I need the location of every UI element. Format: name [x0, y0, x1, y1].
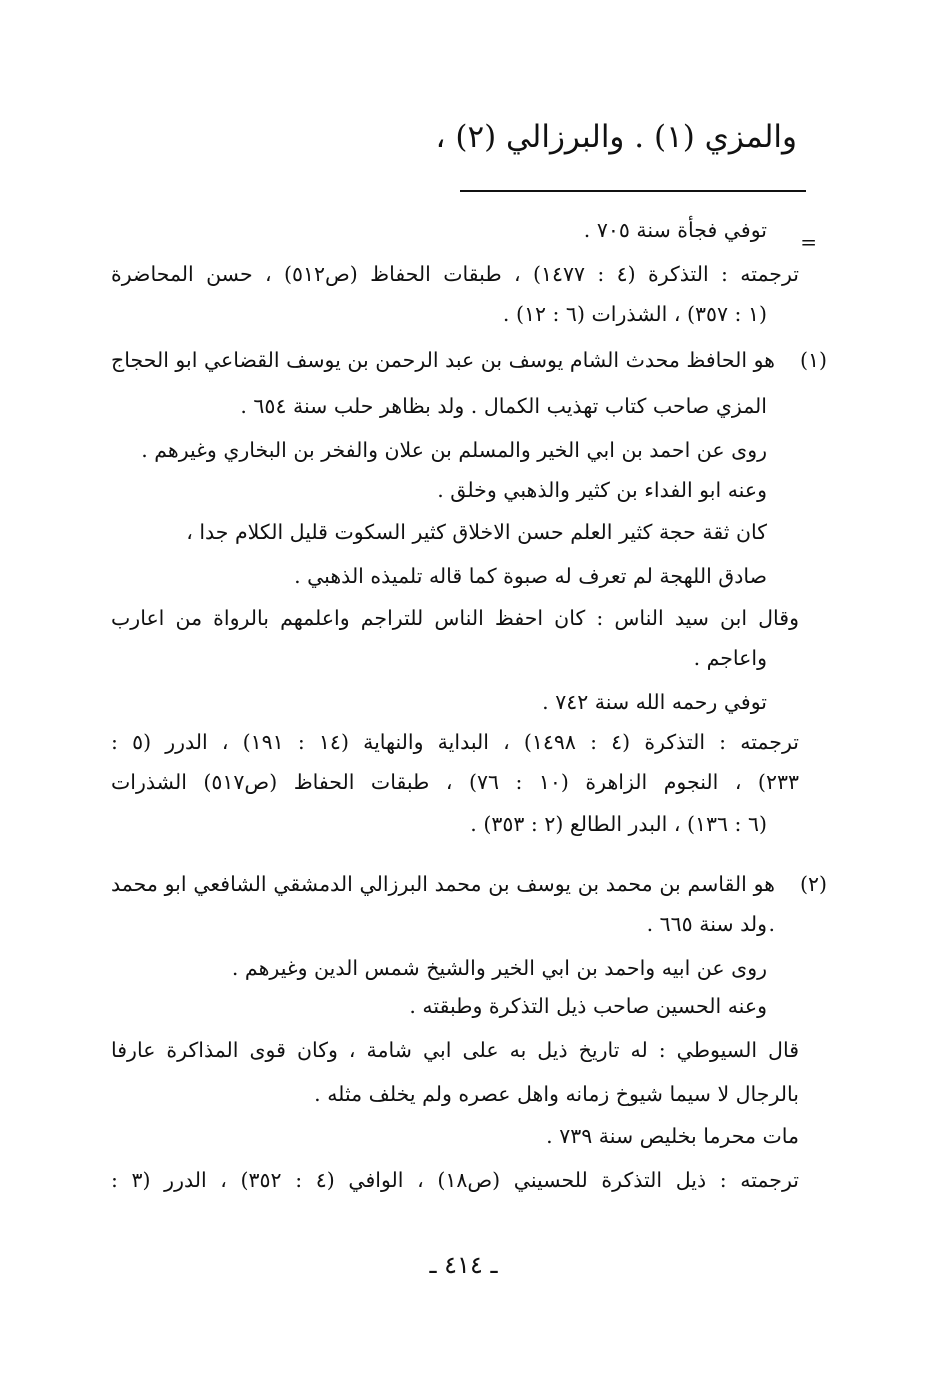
footnote-line: مات محرما بخليص سنة ٧٣٩ . — [546, 1124, 799, 1148]
footnote-line: المزي صاحب كتاب تهذيب الكمال . ولد بظاهر حلب سنة ٦٥٤ . — [240, 394, 767, 418]
footnote-line: وعنه ابو الفداء بن كثير والذهبي وخلق . — [437, 478, 767, 502]
footnote-line: قال السيوطي : له تاريخ ذيل به على ابي شامة ، وكان قوى المذاكرة عارفا — [111, 1038, 799, 1062]
footnote-line: هو القاسم بن محمد بن يوسف بن محمد البرزالي الدمشقي الشافعي ابو محمد . — [111, 872, 775, 936]
footnote-line: واعاجم . — [693, 646, 767, 670]
main-text-line: والمزي (١) . والبرزالي (٢) ، — [435, 119, 797, 155]
footnote-line: (٦ : ١٣٦) ، البدر الطالع (٢ : ٣٥٣) . — [470, 812, 767, 836]
footnote-separator — [460, 190, 806, 192]
footnote-number: (٢) — [799, 872, 827, 896]
footnote-line: صادق اللهجة لم تعرف له صبوة كما قاله تلميذه الذهبي . — [294, 564, 767, 588]
footnote-number: (١) — [799, 348, 827, 372]
footnote-line: ولد سنة ٦٦٥ . — [646, 912, 767, 936]
footnote-line: ترجمته : ذيل التذكرة للحسيني (ص١٨) ، الوافي (٤ : ٣٥٢) ، الدرر (٣ : — [111, 1168, 799, 1192]
footnote-line: توفي فجأة سنة ٧٠٥ . — [583, 218, 767, 242]
footnote-line: ٢٣٣) ، النجوم الزاهرة (١٠ : ٧٦) ، طبقات الحفاظ (ص٥١٧) الشذرات — [111, 770, 799, 794]
footnote-line: روى عن ابيه واحمد بن ابي الخير والشيخ شمس الدين وغيرهم . — [231, 956, 767, 980]
footnote-line: (١ : ٣٥٧) ، الشذرات (٦ : ١٢) . — [502, 302, 767, 326]
footnote-line: ترجمته : التذكرة (٤ : ١٤٧٧) ، طبقات الحفاظ (ص٥١٢) ، حسن المحاضرة — [111, 262, 799, 286]
footnote-line: كان ثقة حجة كثير العلم حسن الاخلاق كثير السكوت قليل الكلام جدا ، — [186, 520, 767, 544]
footnote-line: توفي رحمه الله سنة ٧٤٢ . — [542, 690, 767, 714]
footnote-line: بالرجال لا سيما شيوخ زمانه واهل عصره ولم يخلف مثله . — [314, 1082, 799, 1106]
continuation-mark: = — [800, 230, 817, 254]
footnote-line: روى عن احمد بن ابي الخير والمسلم بن علان والفخر بن البخاري وغيرهم . — [141, 438, 767, 462]
footnote-line: ترجمته : التذكرة (٤ : ١٤٩٨) ، البداية والنهاية (١٤ : ١٩١) ، الدرر (٥ : — [111, 730, 799, 754]
page-number: ـ ٤١٤ ـ — [429, 1251, 498, 1279]
footnote-line: وقال ابن سيد الناس : كان احفظ الناس للتراجم واعلمهم بالرواة من اعارب — [111, 606, 799, 630]
footnote-line: وعنه الحسين صاحب ذيل التذكرة وطبقته . — [409, 994, 767, 1018]
footnote-line: هو الحافظ محدث الشام يوسف بن عبد الرحمن بن يوسف القضاعي ابو الحجاج — [111, 348, 775, 372]
